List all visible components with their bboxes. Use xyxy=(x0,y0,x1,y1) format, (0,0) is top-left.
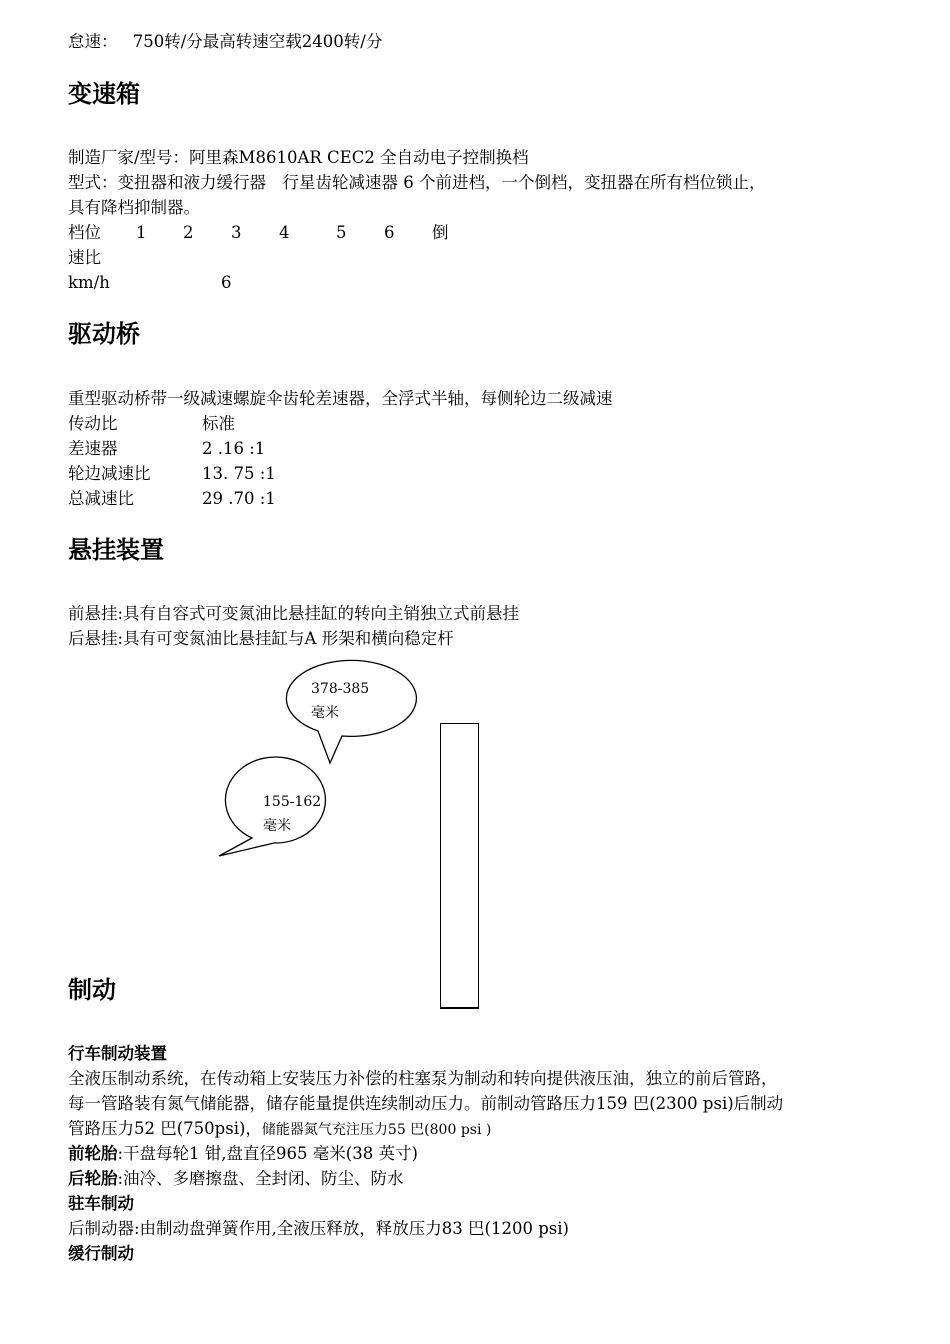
drive-axle-desc: 重型驱动桥带一级减速螺旋伞齿轮差速器，全浮式半轴，每侧轮边二级减速 xyxy=(68,389,613,408)
service-brake-title: 行车制动装置 xyxy=(68,1044,167,1063)
suspension-heading: 悬挂装置 xyxy=(68,536,164,564)
callout-bubble-upper xyxy=(286,660,416,763)
gear-cell: 倒 xyxy=(432,223,449,242)
callout-lower-unit: 毫米 xyxy=(263,818,291,834)
axle-row-label: 轮边减速比 xyxy=(68,464,151,483)
brakes-heading: 制动 xyxy=(68,976,116,1004)
gear-cell: 1 xyxy=(136,223,147,242)
gear-cell: 5 xyxy=(336,223,347,242)
axle-row-value: 29 .70 :1 xyxy=(202,489,276,508)
front-tire-text: :干盘每轮1 钳,盘直径965 毫米(38 英寸) xyxy=(117,1144,418,1163)
service-brake-line-1: 全液压制动系统，在传动箱上安装压力补偿的柱塞泵为制动和转向提供液压油，独立的前后管路， xyxy=(68,1069,778,1088)
front-tire-line xyxy=(68,1144,418,1164)
service-brake-line-3b: 储能器氮气充注压力55 巴(800 psi ) xyxy=(261,1122,492,1138)
parking-brake-title: 驻车制动 xyxy=(68,1194,134,1213)
axle-row-value: 2 .16 :1 xyxy=(202,439,266,458)
axle-row-value: 13. 75 :1 xyxy=(202,464,276,483)
parking-brake-text: 后制动器:由制动盘弹簧作用,全液压释放，释放压力83 巴(1200 psi) xyxy=(68,1219,569,1238)
service-brake-line-2: 每一管路装有氮气储能器，储存能量提供连续制动压力。前制动管路压力159 巴(2300 psi)后制动 xyxy=(68,1094,784,1113)
suspension-cylinder-bar xyxy=(440,723,479,1009)
transmission-type-line-1: 型式：变扭器和液力缓行器 行星齿轮减速器 6 个前进档，一个倒档，变扭器在所有档位锁止， xyxy=(68,173,766,192)
service-brake-line-3a: 管路压力52 巴(750psi)， xyxy=(68,1119,262,1138)
rear-suspension: 后悬挂:具有可变氮油比悬挂缸与A 形架和横向稳定杆 xyxy=(68,629,454,648)
speed-value: 6 xyxy=(221,273,232,292)
axle-row-label: 差速器 xyxy=(68,439,118,458)
callout-upper-range: 378-385 xyxy=(311,681,370,697)
axle-row-label: 总减速比 xyxy=(68,489,134,508)
callout-lower-range: 155-162 xyxy=(263,794,322,810)
gear-cell: 3 xyxy=(231,223,242,242)
ratio-label: 速比 xyxy=(68,248,101,267)
front-tire-label: 前轮胎 xyxy=(68,1144,118,1163)
gear-cell: 4 xyxy=(279,223,290,242)
drive-axle-heading: 驱动桥 xyxy=(68,320,140,348)
rear-tire-line xyxy=(68,1169,404,1189)
axle-row-label: 传动比 xyxy=(68,414,118,433)
gear-label: 档位 xyxy=(68,223,101,242)
front-suspension: 前悬挂:具有自容式可变氮油比悬挂缸的转向主销独立式前悬挂 xyxy=(68,604,520,623)
rear-tire-label: 后轮胎 xyxy=(68,1169,118,1188)
service-brake-line-3 xyxy=(68,1119,491,1140)
rear-tire-text: :油冷、多磨擦盘、全封闭、防尘、防水 xyxy=(117,1169,404,1188)
gear-cell: 6 xyxy=(384,223,395,242)
idle-label: 怠速： xyxy=(68,32,118,51)
callout-upper-unit: 毫米 xyxy=(311,705,339,721)
speed-label: km/h xyxy=(68,273,110,292)
transmission-heading: 变速箱 xyxy=(68,80,140,108)
retarder-title: 缓行制动 xyxy=(68,1244,134,1263)
axle-row-value: 标准 xyxy=(202,414,235,433)
transmission-type-line-2: 具有降档抑制器。 xyxy=(68,198,200,217)
gear-cell: 2 xyxy=(183,223,194,242)
transmission-maker: 制造厂家/型号：阿里森M8610AR CEC2 全自动电子控制换档 xyxy=(68,148,529,167)
idle-value: 750转/分最高转速空载2400转/分 xyxy=(132,32,383,51)
